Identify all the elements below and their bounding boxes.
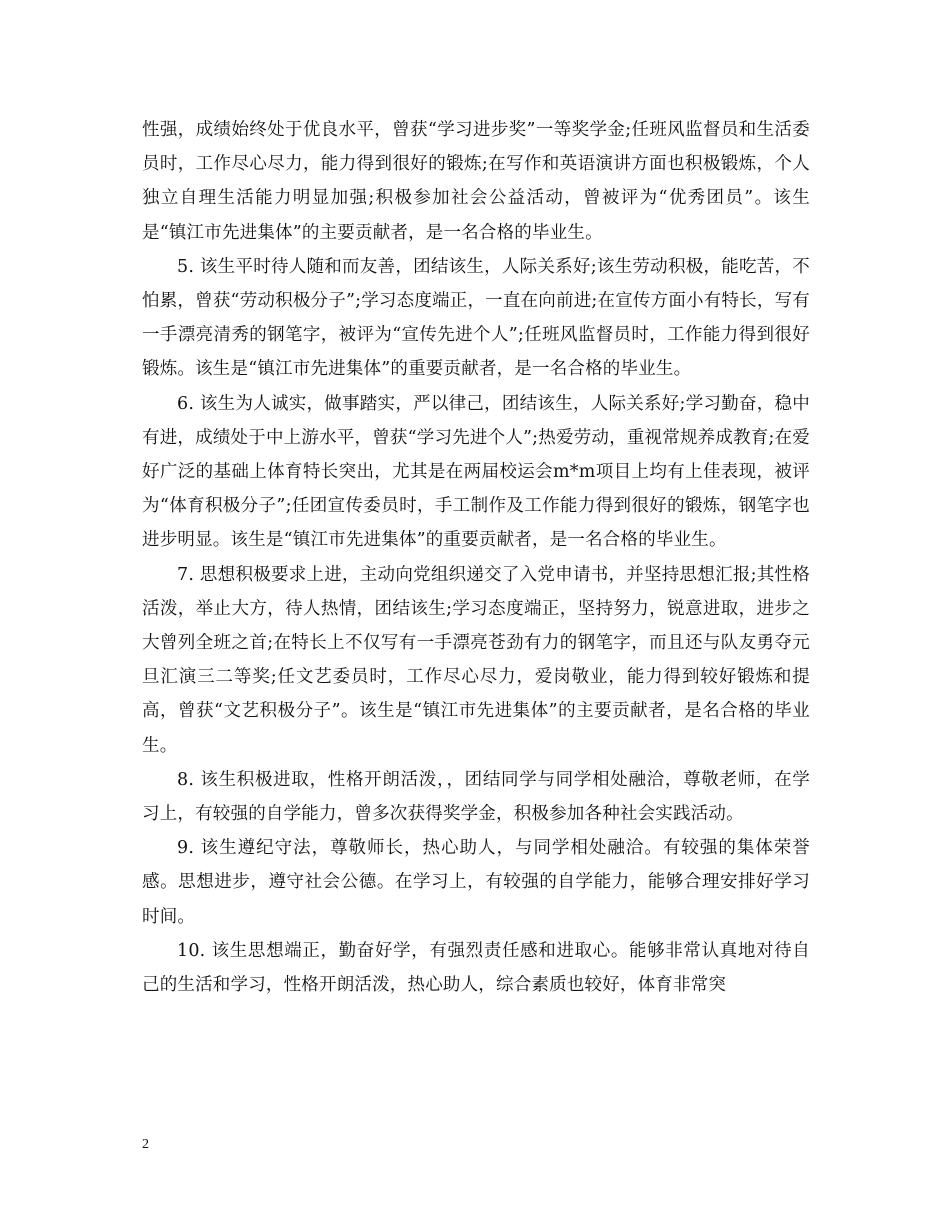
paragraph-item-10: 10. 该生思想端正，勤奋好学，有强烈责任感和进取心。能够非常认真地对待自己的生活和学习，性格开朗活泼，热心助人，综合素质也较好，体育非常突 [142, 940, 810, 996]
paragraph-continuation: 性强，成绩始终处于优良水平，曾获“学习进步奖”一等奖学金;任班风监督员和生活委员时，工作尽心尽力，能力得到很好的锻炼;在写作和英语演讲方面也积极锻炼，个人独立自理生活能力明显加强;积极参加社会公益活动，曾被评为“优秀团员”。该生是“镇江市先进集体”的主要贡献者，是一名合格的毕业生。 [142, 120, 810, 243]
paragraph-item-5: 5. 该生平时待人随和而友善，团结该生，人际关系好;该生劳动积极，能吃苦，不怕累，曾获“劳动积极分子”;学习态度端正，一直在向前进;在宣传方面小有特长，写有一手漂亮清秀的钢笔字，被评为“宣传先进个人”;任班风监督员时，工作能力得到很好锻炼。该生是“镇江市先进集体”的重要贡献者，是一名合格的毕业生。 [142, 256, 810, 380]
paragraph-item-8: 8. 该生积极进取，性格开朗活泼，，团结同学与同学相处融洽，尊敬老师，在学习上，有较强的自学能力，曾多次获得奖学金，积极参加各种社会实践活动。 [142, 769, 810, 825]
paragraph-item-6: 6. 该生为人诚实，做事踏实，严以律己，团结该生，人际关系好;学习勤奋，稳中有进，成绩处于中上游水平，曾获“学习先进个人”;热爱劳动，重视常规养成教育;在爱好广泛的基础上体育特长突出，尤其是在两届校运会m*m项目上均有上佳表现，被评为“体育积极分子”;任团宣传委员时，手工制作及工作能力得到很好的锻炼，钢笔字也进步明显。该生是“镇江市先进集体”的重要贡献者，是一名合格的毕业生。 [142, 393, 810, 551]
document-body [142, 113, 810, 1002]
page-number: 2 [142, 1137, 149, 1152]
paragraph-item-7: 7. 思想积极要求上进，主动向党组织递交了入党申请书，并坚持思想汇报;其性格活泼，举止大方，待人热情，团结该生;学习态度端正，坚持努力，锐意进取，进步之大曾列全班之首;在特长上不仅写有一手漂亮苍劲有力的钢笔字，而且还与队友勇夺元旦汇演三二等奖;任文艺委员时，工作尽心尽力，爱岗敬业，能力得到较好锻炼和提高，曾获“文艺积极分子”。该生是“镇江市先进集体”的主要贡献者，是名合格的毕业生。 [142, 564, 810, 756]
paragraph-item-9: 9. 该生遵纪守法，尊敬师长，热心助人，与同学相处融洽。有较强的集体荣誉感。思想进步，遵守社会公德。在学习上，有较强的自学能力，能够合理安排好学习时间。 [142, 838, 810, 927]
